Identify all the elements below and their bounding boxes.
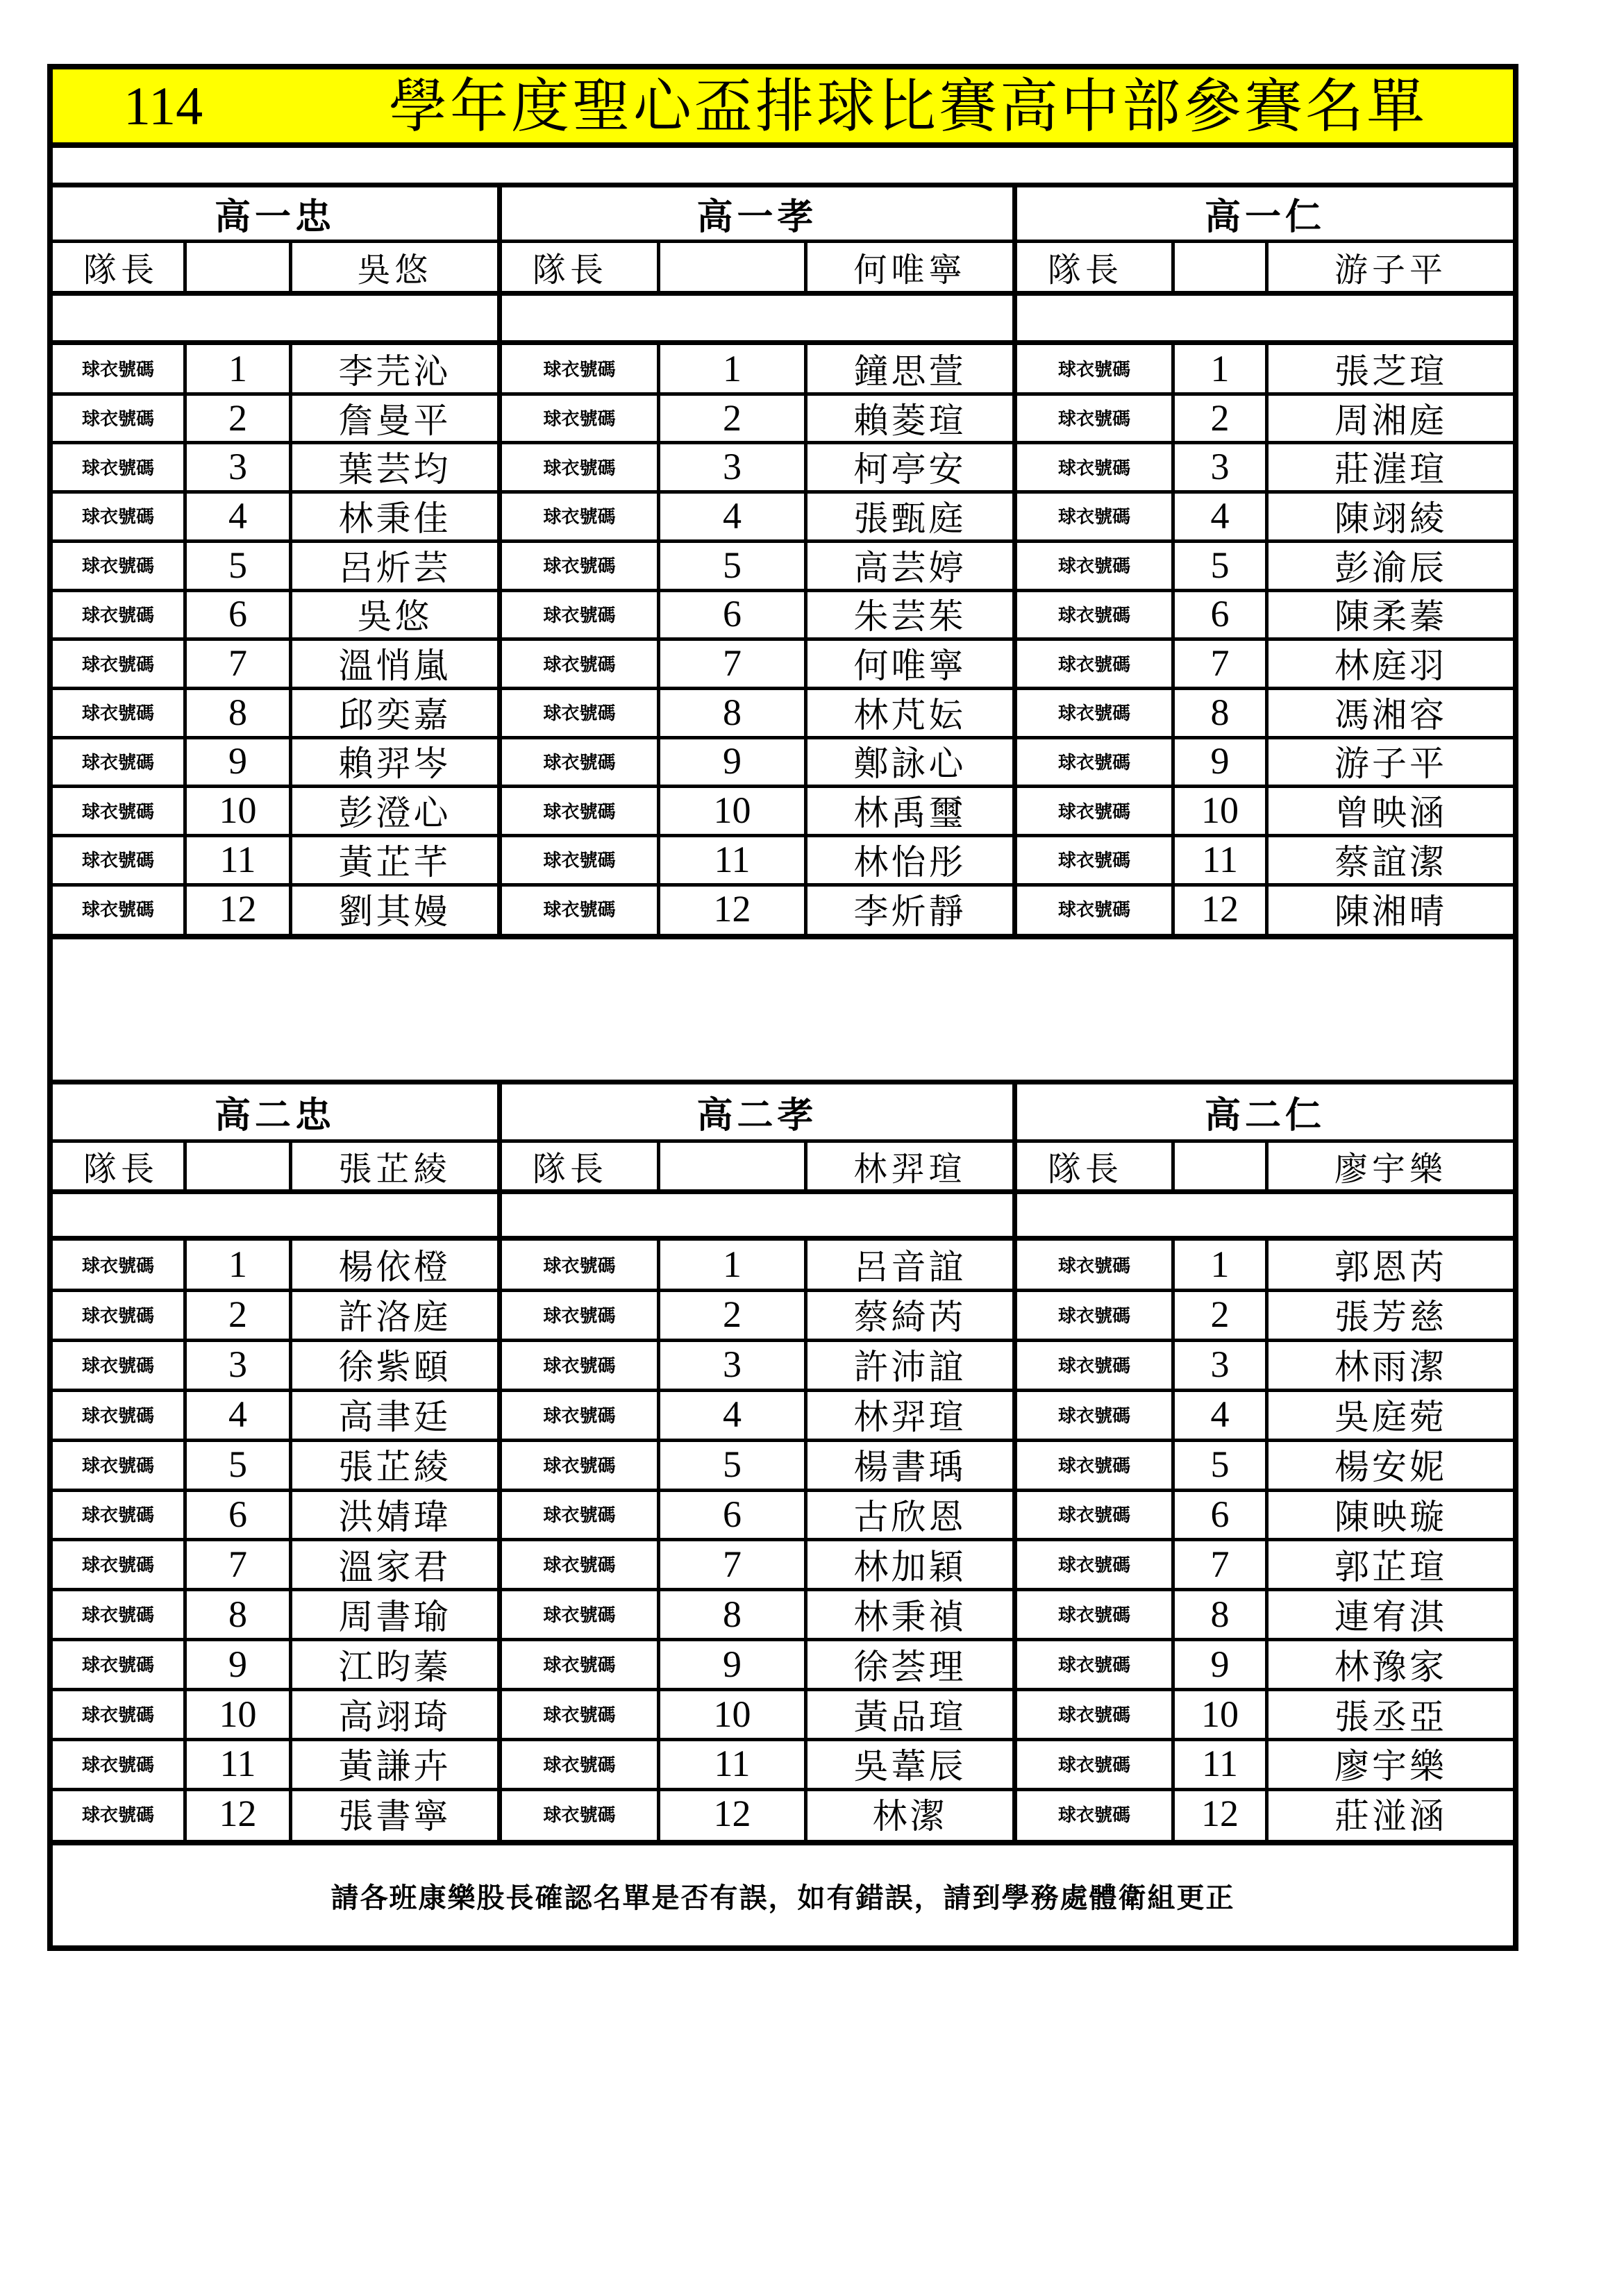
- captain-name: 林羿瑄: [853, 1150, 966, 1189]
- player-name: 黃品瑄: [853, 1696, 966, 1737]
- player-name: 林芃妘: [853, 694, 966, 735]
- jersey-number: 3: [723, 446, 742, 488]
- captain-divider: [53, 291, 1513, 296]
- jersey-number-label: 球衣號碼: [81, 605, 154, 626]
- jersey-number: 12: [1201, 1793, 1239, 1835]
- jersey-number-label: 球衣號碼: [81, 703, 154, 725]
- jersey-number: 4: [1210, 1393, 1230, 1436]
- jersey-number: 1: [228, 347, 247, 389]
- player-name: 陳柔蓁: [1334, 596, 1447, 637]
- column-divider: [183, 243, 187, 291]
- player-name: 江昀蓁: [338, 1646, 451, 1687]
- jersey-number-label: 球衣號碼: [543, 1804, 616, 1826]
- team-name: 高二孝: [696, 1094, 818, 1137]
- footer-note: 請各班康樂股長確認名單是否有誤，如有錯誤，請到學務處體衛組更正: [330, 1882, 1235, 1914]
- player-name: 游子平: [1334, 744, 1447, 785]
- jersey-number: 1: [228, 1243, 247, 1286]
- jersey-number-label: 球衣號碼: [81, 752, 154, 773]
- jersey-number: 6: [1210, 593, 1230, 635]
- jersey-number-label: 球衣號碼: [81, 360, 154, 381]
- column-divider: [183, 1143, 187, 1189]
- player-name: 詹曼平: [338, 400, 451, 441]
- jersey-number: 2: [1210, 1293, 1230, 1336]
- player-name: 高翊琦: [338, 1696, 451, 1737]
- jersey-number: 9: [228, 740, 247, 782]
- captain-label: 隊長: [533, 251, 608, 290]
- jersey-number: 2: [228, 396, 247, 439]
- jersey-number-label: 球衣號碼: [81, 409, 154, 430]
- jersey-number: 11: [219, 838, 256, 880]
- player-name: 林羿瑄: [853, 1397, 966, 1438]
- player-name: 郭芷瑄: [1334, 1546, 1447, 1587]
- title-divider: [53, 142, 1513, 148]
- jersey-number: 2: [723, 396, 742, 439]
- player-name: 溫悄嵐: [338, 646, 451, 687]
- jersey-number: 1: [723, 347, 742, 389]
- captain-label: 隊長: [1048, 1150, 1123, 1189]
- jersey-number: 3: [228, 446, 247, 488]
- jersey-number: 10: [713, 1693, 751, 1735]
- column-divider: [657, 1143, 660, 1189]
- jersey-number: 6: [228, 593, 247, 635]
- player-name: 林庭羽: [1334, 646, 1447, 687]
- jersey-number: 12: [713, 1793, 751, 1835]
- team-name: 高二仁: [1204, 1094, 1325, 1137]
- jersey-number: 8: [723, 1593, 742, 1635]
- jersey-number-label: 球衣號碼: [543, 654, 616, 676]
- column-divider: [657, 243, 660, 291]
- player-name: 彭渝辰: [1334, 547, 1447, 588]
- jersey-number-label: 球衣號碼: [543, 556, 616, 578]
- jersey-number: 6: [228, 1493, 247, 1535]
- jersey-number: 12: [713, 887, 751, 930]
- player-name: 林潔: [872, 1796, 948, 1837]
- jersey-number: 9: [228, 1643, 247, 1685]
- jersey-number-label: 球衣號碼: [543, 458, 616, 479]
- jersey-number-label: 球衣號碼: [1057, 556, 1130, 578]
- captain-divider: [53, 1189, 1513, 1194]
- captain-name: 吳悠: [357, 251, 433, 290]
- jersey-number-label: 球衣號碼: [1057, 900, 1130, 921]
- block-end-divider: [53, 934, 1513, 939]
- jersey-number-label: 球衣號碼: [81, 1655, 154, 1677]
- jersey-number: 4: [1210, 494, 1230, 537]
- jersey-number-label: 球衣號碼: [543, 507, 616, 528]
- player-name: 賴羿岑: [338, 744, 451, 785]
- player-name: 彭澄心: [338, 793, 451, 834]
- player-name: 黃芷芊: [338, 841, 451, 882]
- jersey-number-label: 球衣號碼: [81, 1305, 154, 1327]
- jersey-number: 9: [1210, 740, 1230, 782]
- player-name: 郭恩芮: [1334, 1247, 1447, 1288]
- jersey-number-label: 球衣號碼: [81, 1705, 154, 1727]
- jersey-number-label: 球衣號碼: [543, 1305, 616, 1327]
- jersey-number: 8: [1210, 1593, 1230, 1635]
- jersey-number: 2: [723, 1293, 742, 1336]
- jersey-number: 7: [723, 642, 742, 685]
- jersey-number: 4: [228, 494, 247, 537]
- team-name: 高一忠: [214, 196, 335, 238]
- player-name: 連宥淇: [1334, 1596, 1447, 1637]
- jersey-number-label: 球衣號碼: [1057, 1705, 1130, 1727]
- player-name: 張丞亞: [1334, 1696, 1447, 1737]
- jersey-number: 4: [228, 1393, 247, 1436]
- player-name: 張芷綾: [338, 1447, 451, 1488]
- jersey-number-label: 球衣號碼: [543, 900, 616, 921]
- jersey-number-label: 球衣號碼: [81, 458, 154, 479]
- jersey-number-label: 球衣號碼: [1057, 850, 1130, 872]
- jersey-number: 9: [1210, 1643, 1230, 1685]
- jersey-number-label: 球衣號碼: [543, 1355, 616, 1377]
- jersey-number-label: 球衣號碼: [1057, 1255, 1130, 1277]
- jersey-number-label: 球衣號碼: [1057, 1455, 1130, 1477]
- player-name: 周湘庭: [1334, 400, 1447, 441]
- jersey-number-label: 球衣號碼: [1057, 458, 1130, 479]
- jersey-number: 5: [228, 544, 247, 586]
- captain-name: 何唯寧: [853, 251, 966, 290]
- jersey-number-label: 球衣號碼: [543, 1655, 616, 1677]
- jersey-number: 5: [723, 544, 742, 586]
- team-name: 高一仁: [1204, 196, 1325, 238]
- jersey-number-label: 球衣號碼: [1057, 1555, 1130, 1577]
- jersey-number: 2: [1210, 396, 1230, 439]
- block-end-divider: [53, 1840, 1513, 1845]
- player-name: 葉芸均: [338, 449, 451, 490]
- jersey-number: 9: [723, 740, 742, 782]
- jersey-number-label: 球衣號碼: [81, 1505, 154, 1527]
- player-name: 許洛庭: [338, 1297, 451, 1338]
- player-name: 鄭詠心: [853, 744, 966, 785]
- player-name: 李炘靜: [853, 891, 966, 932]
- player-name: 吳庭菀: [1334, 1397, 1447, 1438]
- jersey-number-label: 球衣號碼: [1057, 1754, 1130, 1776]
- player-name: 廖宇樂: [1334, 1746, 1447, 1787]
- jersey-number: 10: [1201, 789, 1239, 832]
- jersey-number-label: 球衣號碼: [81, 1605, 154, 1627]
- jersey-number: 3: [1210, 1343, 1230, 1386]
- jersey-number-label: 球衣號碼: [1057, 654, 1130, 676]
- jersey-number-label: 球衣號碼: [81, 1455, 154, 1477]
- jersey-number: 6: [723, 1493, 742, 1535]
- player-name: 高聿廷: [338, 1397, 451, 1438]
- players-divider: [53, 1236, 1513, 1241]
- jersey-number: 8: [228, 691, 247, 733]
- jersey-number-label: 球衣號碼: [1057, 1655, 1130, 1677]
- player-name: 蔡誼潔: [1334, 841, 1447, 882]
- player-name: 張芳慈: [1334, 1297, 1447, 1338]
- player-name: 楊依橙: [338, 1247, 451, 1288]
- player-name: 柯亭安: [853, 449, 966, 490]
- jersey-number-label: 球衣號碼: [81, 1754, 154, 1776]
- column-divider: [1171, 243, 1175, 291]
- jersey-number-label: 球衣號碼: [1057, 605, 1130, 626]
- player-name: 林加穎: [853, 1546, 966, 1587]
- captain-label: 隊長: [1048, 251, 1123, 290]
- captain-name: 游子平: [1334, 251, 1447, 290]
- jersey-number-label: 球衣號碼: [1057, 1355, 1130, 1377]
- player-name: 蔡綺芮: [853, 1297, 966, 1338]
- player-name: 周書瑜: [338, 1596, 451, 1637]
- jersey-number-label: 球衣號碼: [543, 1705, 616, 1727]
- team-column-divider: [1012, 187, 1017, 934]
- jersey-number: 3: [1210, 446, 1230, 488]
- team-column-divider: [497, 1084, 502, 1840]
- player-name: 黃謙卉: [338, 1746, 451, 1787]
- player-name: 莊湴涵: [1334, 1796, 1447, 1837]
- captain-label: 隊長: [533, 1150, 608, 1189]
- player-name: 鐘思萱: [853, 351, 966, 392]
- jersey-number: 10: [1201, 1693, 1239, 1735]
- jersey-number-label: 球衣號碼: [543, 409, 616, 430]
- team-column-divider: [497, 187, 502, 934]
- player-name: 張書寧: [338, 1796, 451, 1837]
- jersey-number-label: 球衣號碼: [543, 1255, 616, 1277]
- jersey-number: 7: [1210, 642, 1230, 685]
- jersey-number-label: 球衣號碼: [1057, 360, 1130, 381]
- jersey-number-label: 球衣號碼: [1057, 507, 1130, 528]
- jersey-number-label: 球衣號碼: [1057, 409, 1130, 430]
- jersey-number: 12: [219, 1793, 257, 1835]
- jersey-number-label: 球衣號碼: [81, 1405, 154, 1427]
- jersey-number: 7: [723, 1543, 742, 1585]
- jersey-number: 3: [228, 1343, 247, 1386]
- jersey-number: 1: [1210, 347, 1230, 389]
- jersey-number-label: 球衣號碼: [543, 1455, 616, 1477]
- player-name: 林豫家: [1334, 1646, 1447, 1687]
- player-name: 何唯寧: [853, 646, 966, 687]
- player-name: 古欣恩: [853, 1496, 966, 1537]
- jersey-number: 11: [714, 838, 751, 880]
- jersey-number-label: 球衣號碼: [543, 1405, 616, 1427]
- jersey-number: 3: [723, 1343, 742, 1386]
- jersey-number: 7: [228, 642, 247, 685]
- jersey-number-label: 球衣號碼: [1057, 1305, 1130, 1327]
- player-name: 邱奕嘉: [338, 694, 451, 735]
- page-title: 學年度聖心盃排球比賽高中部參賽名單: [389, 72, 1428, 140]
- jersey-number: 7: [228, 1543, 247, 1585]
- jersey-number-label: 球衣號碼: [81, 1355, 154, 1377]
- jersey-number-label: 球衣號碼: [81, 1555, 154, 1577]
- jersey-number-label: 球衣號碼: [81, 1804, 154, 1826]
- jersey-number-label: 球衣號碼: [543, 360, 616, 381]
- player-name: 楊書瑀: [853, 1447, 966, 1488]
- jersey-number: 9: [723, 1643, 742, 1685]
- player-name: 張芝瑄: [1334, 351, 1447, 392]
- player-name: 莊漄瑄: [1334, 449, 1447, 490]
- player-name: 楊安妮: [1334, 1447, 1447, 1488]
- team-column-divider: [1012, 1084, 1017, 1840]
- team-name: 高二忠: [214, 1094, 335, 1137]
- jersey-number: 12: [219, 887, 257, 930]
- jersey-number: 8: [723, 691, 742, 733]
- player-name: 陳映璇: [1334, 1496, 1447, 1537]
- jersey-number: 12: [1201, 887, 1239, 930]
- jersey-number-label: 球衣號碼: [81, 850, 154, 872]
- section-divider: [53, 183, 1513, 187]
- jersey-number: 1: [1210, 1243, 1230, 1286]
- player-name: 林怡彤: [853, 841, 966, 882]
- jersey-number-label: 球衣號碼: [543, 605, 616, 626]
- jersey-number: 11: [219, 1743, 256, 1785]
- player-name: 高芸婷: [853, 547, 966, 588]
- player-name: 賴菱瑄: [853, 400, 966, 441]
- player-name: 馮湘容: [1334, 694, 1447, 735]
- jersey-number-label: 球衣號碼: [81, 654, 154, 676]
- jersey-number: 1: [723, 1243, 742, 1286]
- jersey-number-label: 球衣號碼: [81, 556, 154, 578]
- player-name: 劉其嫚: [338, 891, 451, 932]
- block-divider: [53, 1080, 1513, 1084]
- jersey-number-label: 球衣號碼: [81, 1255, 154, 1277]
- player-name: 林秉佳: [338, 498, 451, 539]
- captain-label: 隊長: [83, 251, 159, 290]
- player-name: 許沛誼: [853, 1347, 966, 1388]
- jersey-number-label: 球衣號碼: [1057, 703, 1130, 725]
- players-divider: [53, 340, 1513, 345]
- jersey-number: 8: [1210, 691, 1230, 733]
- jersey-number-label: 球衣號碼: [543, 801, 616, 823]
- player-name: 吳葦辰: [853, 1746, 966, 1787]
- captain-name: 廖宇樂: [1334, 1150, 1447, 1189]
- jersey-number-label: 球衣號碼: [543, 752, 616, 773]
- jersey-number: 5: [1210, 544, 1230, 586]
- jersey-number-label: 球衣號碼: [543, 703, 616, 725]
- player-name: 曾映涵: [1334, 793, 1447, 834]
- jersey-number: 5: [1210, 1443, 1230, 1486]
- player-name: 朱芸茱: [853, 596, 966, 637]
- player-name: 林禹璽: [853, 793, 966, 834]
- jersey-number: 10: [713, 789, 751, 832]
- jersey-number-label: 球衣號碼: [1057, 1505, 1130, 1527]
- jersey-number-label: 球衣號碼: [81, 507, 154, 528]
- jersey-number: 4: [723, 1393, 742, 1436]
- jersey-number-label: 球衣號碼: [1057, 1605, 1130, 1627]
- captain-name: 張芷綾: [338, 1150, 451, 1189]
- player-name: 呂炘芸: [338, 547, 451, 588]
- player-name: 李芫沁: [338, 351, 451, 392]
- player-name: 林雨潔: [1334, 1347, 1447, 1388]
- jersey-number-label: 球衣號碼: [81, 900, 154, 921]
- jersey-number: 11: [1202, 1743, 1238, 1785]
- jersey-number: 4: [723, 494, 742, 537]
- jersey-number-label: 球衣號碼: [543, 1555, 616, 1577]
- jersey-number: 2: [228, 1293, 247, 1336]
- player-name: 呂音誼: [853, 1247, 966, 1288]
- player-name: 陳翊綾: [1334, 498, 1447, 539]
- jersey-number-label: 球衣號碼: [543, 1754, 616, 1776]
- jersey-number: 10: [219, 789, 257, 832]
- jersey-number: 11: [1202, 838, 1238, 880]
- jersey-number: 5: [723, 1443, 742, 1486]
- player-name: 吳悠: [357, 596, 433, 637]
- column-divider: [1171, 1143, 1175, 1189]
- jersey-number-label: 球衣號碼: [543, 1605, 616, 1627]
- jersey-number-label: 球衣號碼: [81, 801, 154, 823]
- team-name: 高一孝: [696, 196, 818, 238]
- jersey-number: 6: [723, 593, 742, 635]
- school-year: 114: [124, 76, 203, 136]
- jersey-number-label: 球衣號碼: [1057, 752, 1130, 773]
- player-name: 洪婧瑋: [338, 1496, 451, 1537]
- player-name: 張甄庭: [853, 498, 966, 539]
- player-name: 徐荟理: [853, 1646, 966, 1687]
- player-name: 溫家君: [338, 1546, 451, 1587]
- jersey-number: 6: [1210, 1493, 1230, 1535]
- captain-label: 隊長: [83, 1150, 159, 1189]
- player-name: 林秉禎: [853, 1596, 966, 1637]
- jersey-number: 10: [219, 1693, 257, 1735]
- jersey-number-label: 球衣號碼: [1057, 1405, 1130, 1427]
- player-name: 陳湘晴: [1334, 891, 1447, 932]
- player-name: 徐紫頤: [338, 1347, 451, 1388]
- jersey-number-label: 球衣號碼: [543, 850, 616, 872]
- jersey-number: 11: [714, 1743, 751, 1785]
- jersey-number: 8: [228, 1593, 247, 1635]
- jersey-number: 7: [1210, 1543, 1230, 1585]
- jersey-number: 5: [228, 1443, 247, 1486]
- jersey-number-label: 球衣號碼: [543, 1505, 616, 1527]
- jersey-number-label: 球衣號碼: [1057, 1804, 1130, 1826]
- jersey-number-label: 球衣號碼: [1057, 801, 1130, 823]
